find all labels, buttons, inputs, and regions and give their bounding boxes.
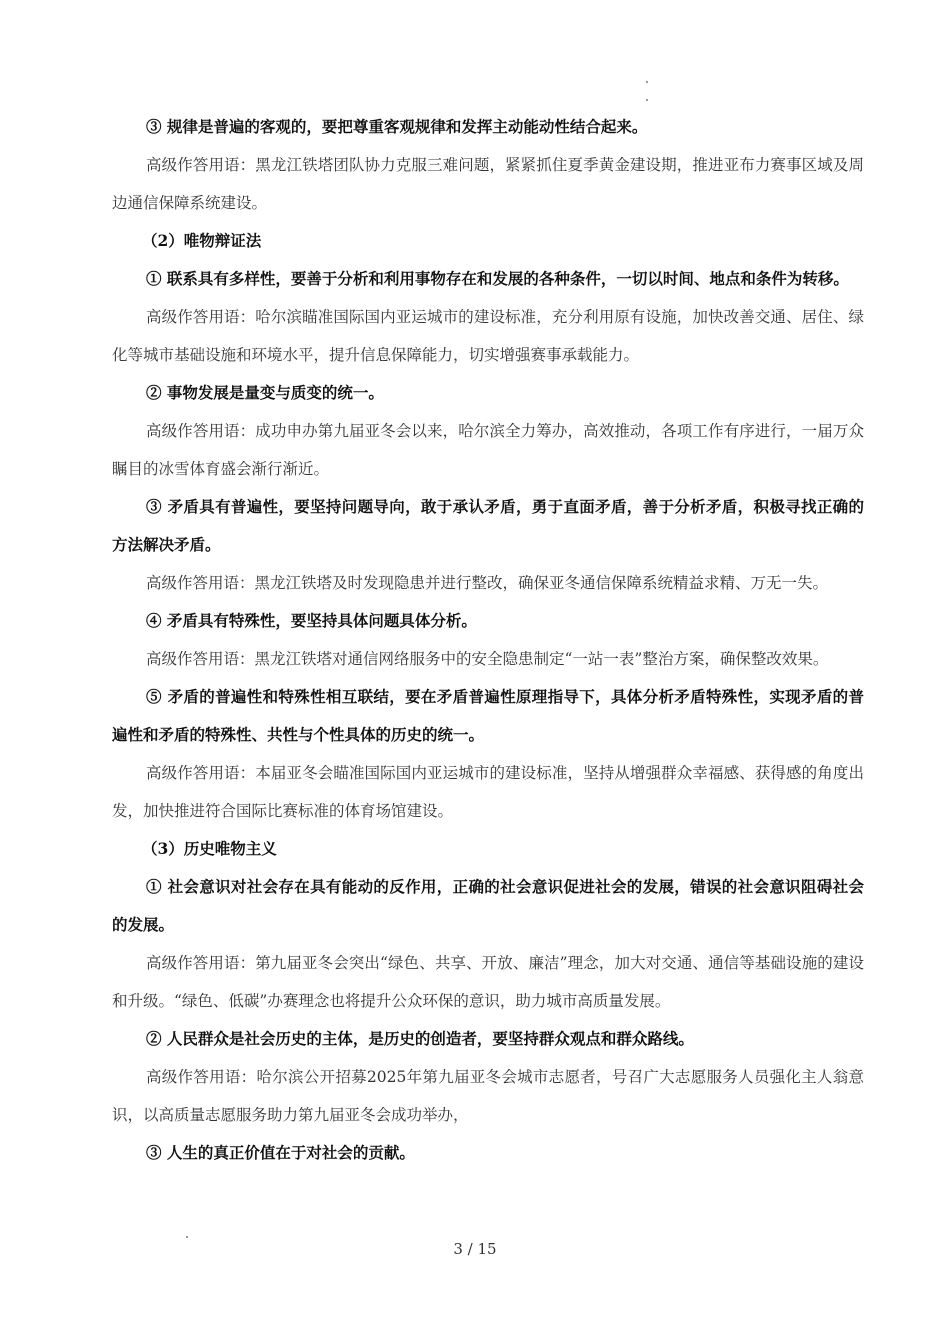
answer-example: 高级作答用语：本届亚冬会瞄准国际国内亚运城市的建设标准，坚持从增强群众幸福感、获得感的角度出发，加快推进符合国际比赛标准的体育场馆建设。 <box>112 764 864 820</box>
decorative-dot <box>646 81 648 83</box>
principle-contradiction-particularity: ④ 矛盾具有特殊性，要坚持具体问题具体分析。 <box>146 611 477 630</box>
section-heading-historical-materialism: （3）历史唯物主义 <box>142 839 277 858</box>
principle-rule-objectivity: ③ 规律是普遍的客观的，要把尊重客观规律和发挥主动能动性结合起来。 <box>146 117 648 136</box>
answer-example: 高级作答用语：成功申办第九届亚冬会以来，哈尔滨全力筹办，高效推动，各项工作有序进行，一届万众瞩目的冰雪体育盛会渐行渐近。 <box>112 422 864 478</box>
document-body <box>112 108 864 1172</box>
answer-example: 高级作答用语：第九届亚冬会突出“绿色、共享、开放、廉洁”理念，加大对交通、通信等基础设施的建设和升级。“绿色、低碳”办赛理念也将提升公众环保的意识，助力城市高质量发展。 <box>112 954 864 1010</box>
page-number: 3 / 15 <box>453 1240 497 1258</box>
decorative-dot <box>646 99 648 101</box>
principle-contradiction-universality: ③ 矛盾具有普遍性，要坚持问题导向，敢于承认矛盾，勇于直面矛盾，善于分析矛盾，积极寻找正确的方法解决矛盾。 <box>112 497 864 554</box>
principle-quantitative-qualitative: ② 事物发展是量变与质变的统一。 <box>146 383 384 402</box>
answer-example: 高级作答用语：黑龙江铁塔对通信网络服务中的安全隐患制定“一站一表”整治方案，确保整改效果。 <box>146 650 829 668</box>
answer-example: 高级作答用语：哈尔滨瞄准国际国内亚运城市的建设标准，充分利用原有设施，加快改善交通、居住、绿化等城市基础设施和环境水平，提升信息保障能力，切实增强赛事承载能力。 <box>112 308 864 364</box>
principle-universality-particularity-unity: ⑤ 矛盾的普遍性和特殊性相互联结，要在矛盾普遍性原理指导下，具体分析矛盾特殊性，实现矛盾的普遍性和矛盾的特殊性、共性与个性具体的历史的统一。 <box>112 687 864 744</box>
answer-example: 高级作答用语：哈尔滨公开招募2025年第九届亚冬会城市志愿者，号召广大志愿服务人员强化主人翁意识，以高质量志愿服务助力第九届亚冬会成功举办， <box>112 1068 864 1124</box>
principle-connection-diversity: ① 联系具有多样性，要善于分析和利用事物存在和发展的各种条件，一切以时间、地点和条件为转移。 <box>146 269 849 288</box>
principle-social-consciousness: ① 社会意识对社会存在具有能动的反作用，正确的社会意识促进社会的发展，错误的社会意识阻碍社会的发展。 <box>112 877 864 934</box>
principle-life-value: ③ 人生的真正价值在于对社会的贡献。 <box>146 1143 415 1162</box>
answer-example: 高级作答用语：黑龙江铁塔及时发现隐患并进行整改，确保亚冬通信保障系统精益求精、万无一失。 <box>146 574 829 592</box>
principle-people-masses: ② 人民群众是社会历史的主体，是历史的创造者，要坚持群众观点和群众路线。 <box>146 1029 694 1048</box>
decorative-dot <box>186 1236 188 1238</box>
section-heading-dialectics: （2）唯物辩证法 <box>142 231 262 250</box>
answer-example: 高级作答用语：黑龙江铁塔团队协力克服三难问题，紧紧抓住夏季黄金建设期，推进亚布力赛事区域及周边通信保障系统建设。 <box>112 156 864 212</box>
